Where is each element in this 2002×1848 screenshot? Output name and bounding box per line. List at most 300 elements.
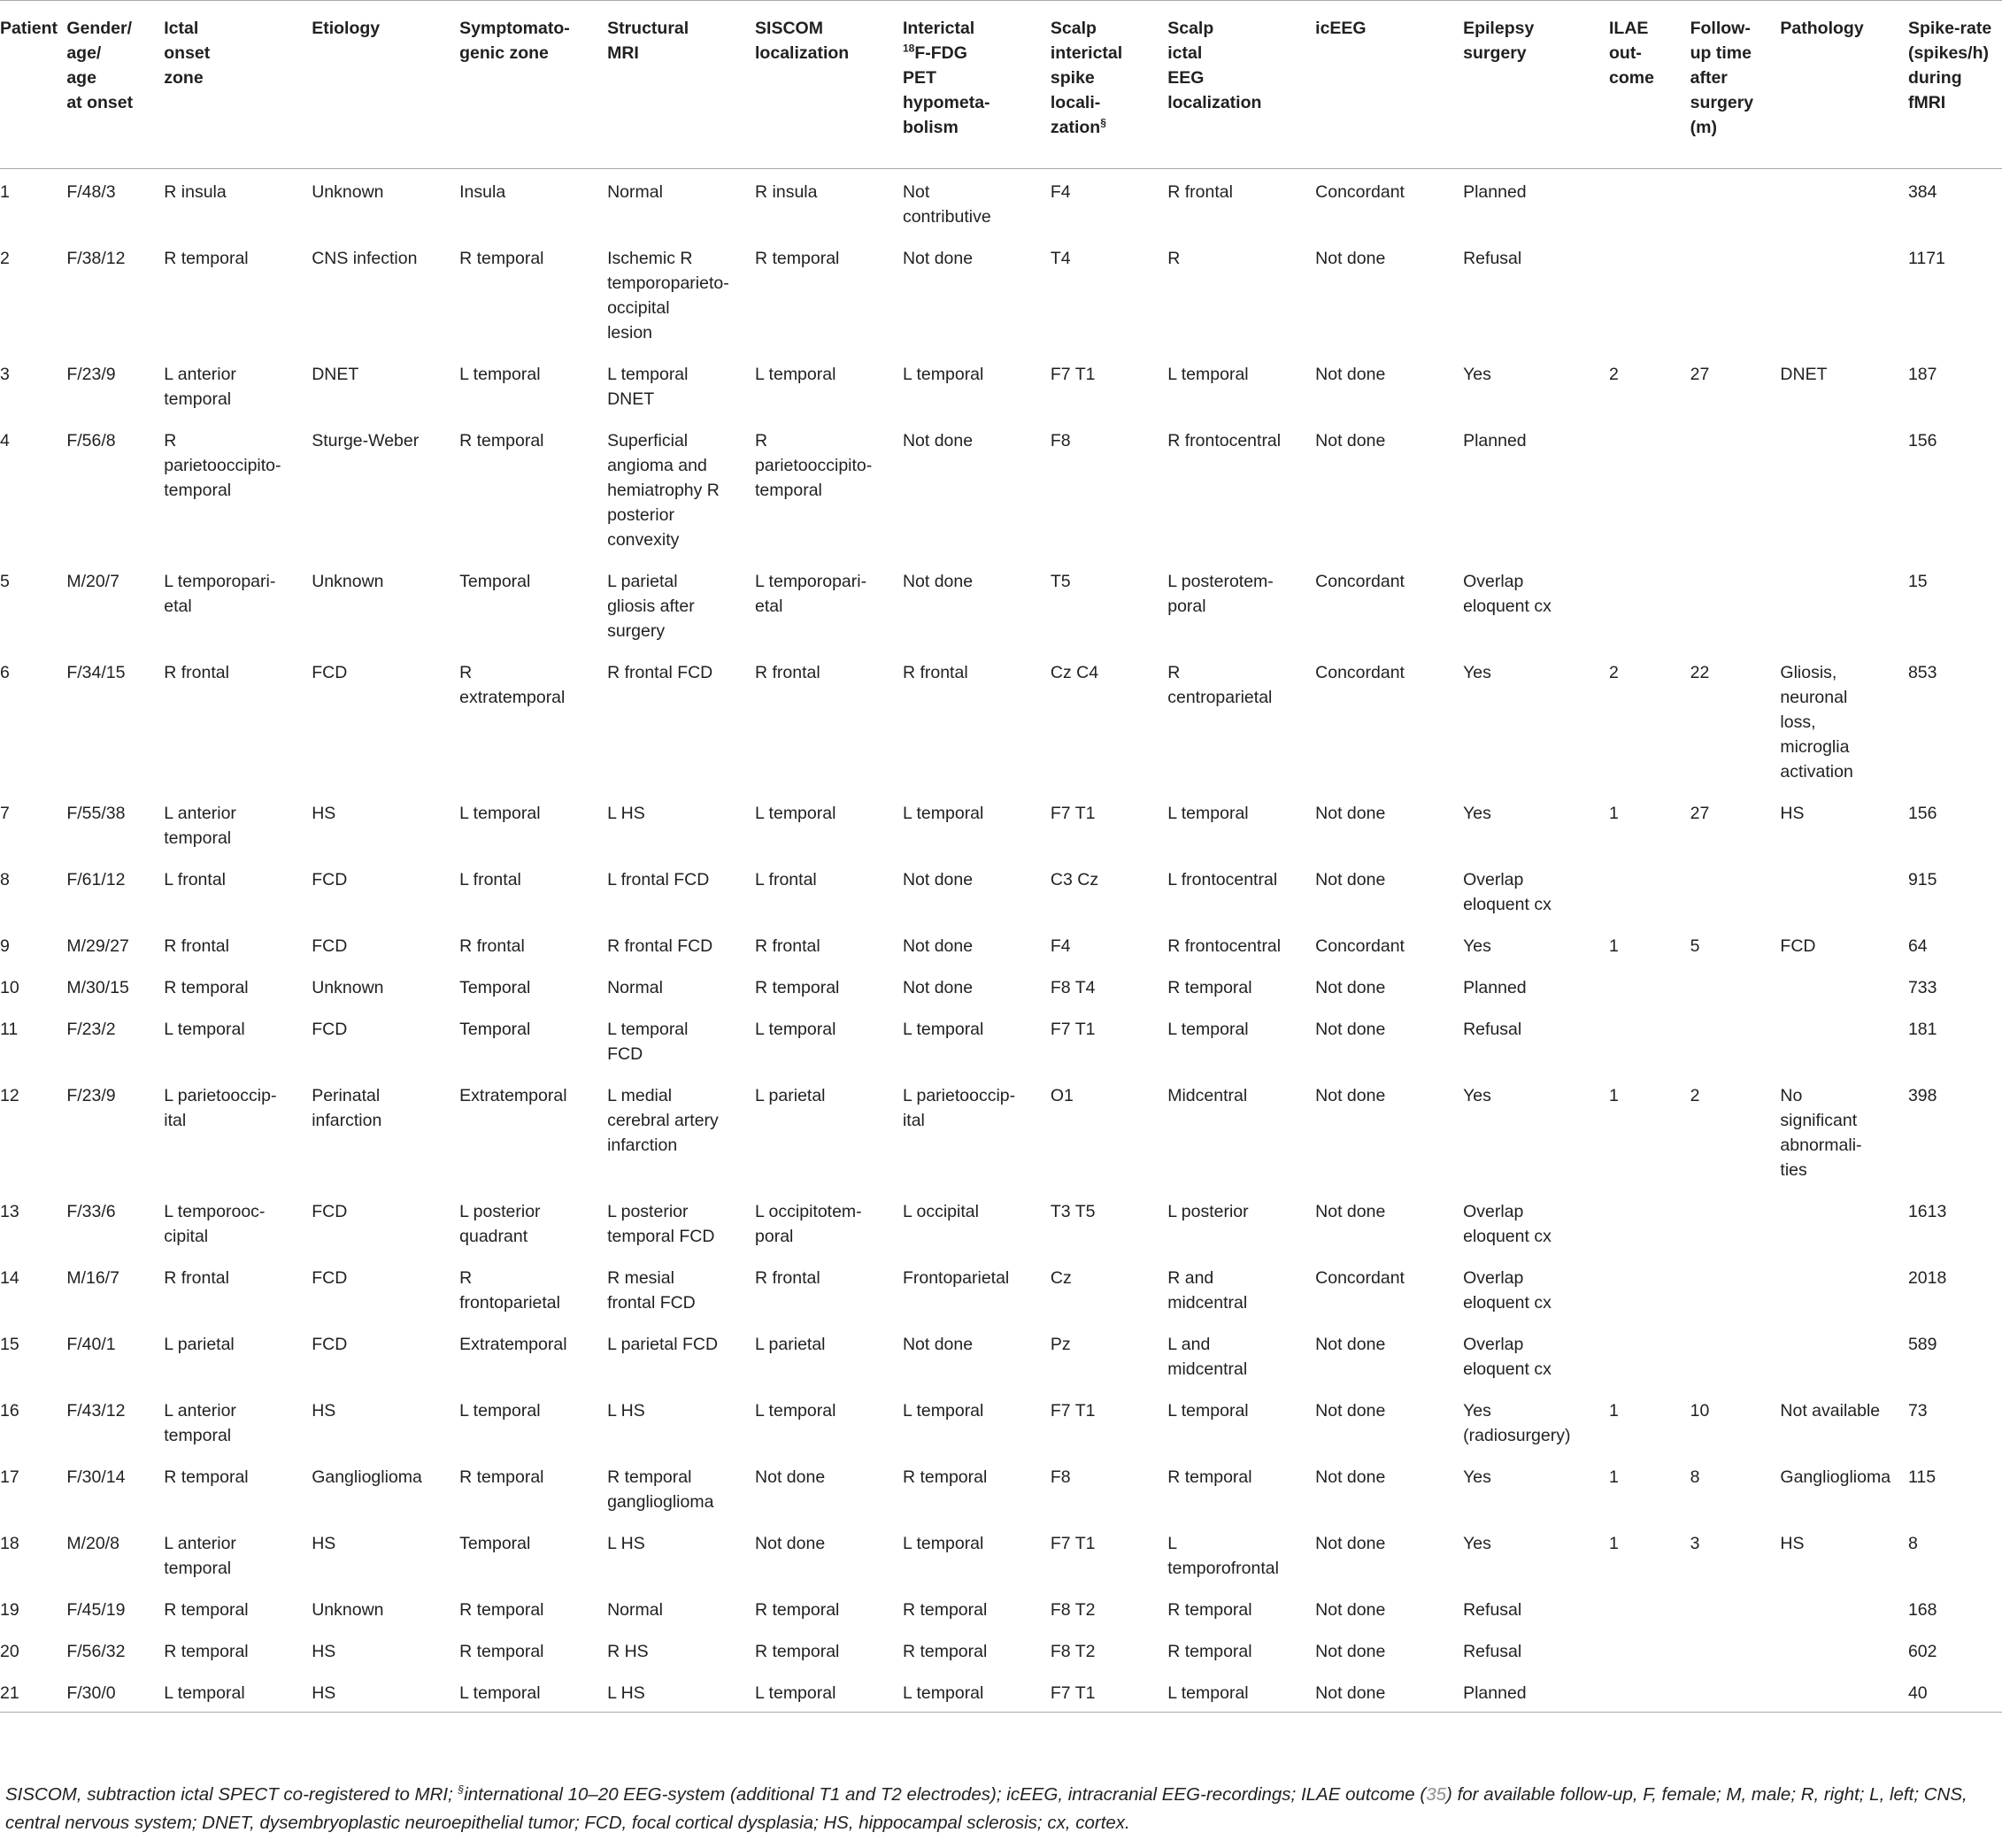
cell-ictal-onset-zone: R temporal [164, 1600, 249, 1620]
cell-pathology: No significant abnormali- ties [1780, 1086, 1862, 1180]
header-label: SISCOM localization [755, 19, 850, 63]
cell-gender-age-onset: F/61/12 [66, 870, 126, 889]
footnote-text-3: ) for available follow-up, F, female; M, male; R, right; L, left; CNS, central nervous system; DNET, dysembryoplastic neuroepithelial tumor; FCD, focal cortical dysplasia; HS, hippocampal sclerosis; cx, cortex. [5, 1784, 1967, 1833]
cell-iceeg: Not done [1315, 1642, 1386, 1661]
table-row [0, 1587, 2002, 1629]
cell-scalp-interictal-spike: F7 T1 [1050, 804, 1096, 823]
cell-pet-hypometabolism: L temporal [902, 1534, 984, 1553]
cell-spike-rate: 64 [1907, 936, 1928, 956]
cell-patient: 5 [0, 572, 10, 591]
cell-follow-up-time [1690, 1189, 1781, 1255]
header-ictal-onset-zone [164, 1, 312, 169]
cell-symptomatogenic-zone: R temporal [459, 249, 544, 268]
header-label: Follow- up time after surgery (m) [1690, 19, 1754, 137]
cell-symptomatogenic-zone: R extratemporal [459, 663, 566, 707]
cell-scalp-ictal-eeg: L posterotem- poral [1167, 572, 1274, 616]
cell-ilae-outcome: 2 [1609, 365, 1619, 384]
cell-gender-age-onset: M/29/27 [66, 936, 129, 956]
cell-etiology: FCD [312, 870, 348, 889]
cell-scalp-interictal-spike: F8 [1050, 431, 1071, 450]
cell-epilepsy-surgery: Refusal [1463, 1600, 1522, 1620]
cell-epilepsy-surgery: Overlap eloquent cx [1463, 1335, 1552, 1379]
cell-spike-rate: 181 [1907, 1020, 1937, 1039]
cell-ictal-onset-zone: L temporopari- etal [164, 572, 276, 616]
cell-etiology: FCD [312, 1202, 348, 1221]
cell-patient: 16 [0, 1401, 19, 1421]
cell-scalp-interictal-spike: F7 T1 [1050, 365, 1096, 384]
footnote-reference-link[interactable]: 35 [1426, 1784, 1447, 1805]
cell-ictal-onset-zone: L anterior temporal [164, 1401, 236, 1445]
header-label: Scalp interictal spike locali- zation [1050, 19, 1123, 137]
cell-gender-age-onset: F/23/9 [66, 365, 116, 384]
cell-ilae-outcome [1609, 1255, 1690, 1321]
cell-gender-age-onset: F/33/6 [66, 1202, 116, 1221]
cell-follow-up-time: 10 [1690, 1401, 1710, 1421]
cell-symptomatogenic-zone: R frontal [459, 936, 525, 956]
cell-epilepsy-surgery: Planned [1463, 182, 1527, 202]
cell-scalp-ictal-eeg: R and midcentral [1167, 1268, 1248, 1313]
cell-pet-hypometabolism: Not done [902, 572, 974, 591]
cell-follow-up-time [1690, 1255, 1781, 1321]
cell-patient: 7 [0, 804, 10, 823]
cell-patient: 4 [0, 431, 10, 450]
cell-follow-up-time: 5 [1690, 936, 1700, 956]
cell-iceeg: Not done [1315, 870, 1386, 889]
cell-follow-up-time [1690, 418, 1781, 558]
table-body [0, 169, 2002, 1713]
cell-ictal-onset-zone: L anterior temporal [164, 365, 236, 409]
cell-spike-rate: 156 [1907, 804, 1937, 823]
cell-epilepsy-surgery: Planned [1463, 431, 1527, 450]
cell-etiology: DNET [312, 365, 359, 384]
cell-spike-rate: 15 [1907, 572, 1928, 591]
header-label: Spike-rate (spikes/h) during fMRI [1907, 19, 1992, 112]
cell-iceeg: Not done [1315, 1020, 1386, 1039]
cell-epilepsy-surgery: Overlap eloquent cx [1463, 1268, 1552, 1313]
cell-structural-mri: L HS [607, 1401, 645, 1421]
cell-pathology [1780, 1321, 1908, 1388]
cell-iceeg: Not done [1315, 431, 1386, 450]
cell-iceeg: Not done [1315, 1401, 1386, 1421]
cell-scalp-interictal-spike: Cz C4 [1050, 663, 1099, 682]
table-row [0, 169, 2002, 236]
header-spike-rate [1908, 1, 2002, 169]
header-iceeg [1315, 1, 1463, 169]
header-scalp-ictal-eeg [1167, 1, 1315, 169]
cell-scalp-ictal-eeg: R temporal [1167, 978, 1252, 997]
cell-epilepsy-surgery: Yes [1463, 663, 1491, 682]
cell-pathology [1780, 1189, 1908, 1255]
cell-pathology [1780, 965, 1908, 1006]
header-label: Structural MRI [607, 19, 689, 63]
header-label: Scalp ictal EEG localization [1167, 19, 1262, 112]
cell-patient: 20 [0, 1642, 19, 1661]
cell-epilepsy-surgery: Yes [1463, 936, 1491, 956]
table-row [0, 1321, 2002, 1388]
cell-pet-hypometabolism: L parietooccip- ital [902, 1086, 1016, 1130]
cell-structural-mri: L HS [607, 1683, 645, 1703]
cell-symptomatogenic-zone: Temporal [459, 978, 531, 997]
cell-spike-rate: 187 [1907, 365, 1937, 384]
cell-ilae-outcome: 1 [1609, 1467, 1619, 1487]
cell-structural-mri: R mesial frontal FCD [607, 1268, 696, 1313]
cell-siscom-localization: L temporopari- etal [755, 572, 867, 616]
cell-pet-hypometabolism: R temporal [902, 1467, 988, 1487]
cell-pet-hypometabolism: R temporal [902, 1600, 988, 1620]
cell-ilae-outcome [1609, 1670, 1690, 1713]
cell-structural-mri: L posterior temporal FCD [607, 1202, 715, 1246]
cell-iceeg: Not done [1315, 1467, 1386, 1487]
cell-follow-up-time [1690, 235, 1781, 351]
cell-siscom-localization: R insula [755, 182, 818, 202]
cell-patient: 3 [0, 365, 10, 384]
cell-ilae-outcome [1609, 1189, 1690, 1255]
cell-scalp-ictal-eeg: L temporal [1167, 1020, 1249, 1039]
cell-structural-mri: R frontal FCD [607, 936, 713, 956]
cell-spike-rate: 40 [1907, 1683, 1928, 1703]
cell-follow-up-time [1690, 1006, 1781, 1073]
cell-iceeg: Not done [1315, 1534, 1386, 1553]
cell-iceeg: Concordant [1315, 572, 1405, 591]
cell-etiology: Unknown [312, 1600, 384, 1620]
cell-pathology [1780, 1255, 1908, 1321]
cell-ilae-outcome [1609, 558, 1690, 650]
header-pet-label: F-FDG PET hypometa- bolism [902, 43, 990, 137]
cell-pathology [1780, 169, 1908, 236]
header-gender-age-onset [66, 1, 164, 169]
cell-follow-up-time: 2 [1690, 1086, 1700, 1105]
cell-follow-up-time [1690, 1670, 1781, 1713]
table-row [0, 1670, 2002, 1713]
cell-ilae-outcome: 1 [1609, 936, 1619, 956]
cell-epilepsy-surgery: Planned [1463, 1683, 1527, 1703]
table-row [0, 1006, 2002, 1073]
header-label: Pathology [1780, 19, 1864, 38]
cell-symptomatogenic-zone: Extratemporal [459, 1086, 567, 1105]
cell-gender-age-onset: F/30/0 [66, 1683, 116, 1703]
header-label: icEEG [1315, 19, 1367, 38]
cell-ictal-onset-zone: R temporal [164, 249, 249, 268]
cell-iceeg: Not done [1315, 1202, 1386, 1221]
cell-scalp-ictal-eeg: R frontal [1167, 182, 1233, 202]
header-label: Symptomato- genic zone [459, 19, 570, 63]
cell-structural-mri: L parietal gliosis after surgery [607, 572, 695, 641]
cell-etiology: Sturge-Weber [312, 431, 420, 450]
cell-epilepsy-surgery: Refusal [1463, 1642, 1522, 1661]
cell-etiology: Unknown [312, 572, 384, 591]
cell-pet-hypometabolism: L occipital [902, 1202, 979, 1221]
header-pathology [1780, 1, 1908, 169]
cell-follow-up-time: 22 [1690, 663, 1710, 682]
cell-symptomatogenic-zone: Temporal [459, 572, 531, 591]
cell-spike-rate: 398 [1907, 1086, 1937, 1105]
cell-spike-rate: 2018 [1907, 1268, 1947, 1288]
cell-structural-mri: L HS [607, 804, 645, 823]
cell-ilae-outcome: 1 [1609, 1401, 1619, 1421]
table-row [0, 1388, 2002, 1454]
header-label: Interictal [902, 19, 975, 38]
cell-ictal-onset-zone: L temporal [164, 1683, 245, 1703]
header-siscom-localization [755, 1, 903, 169]
cell-follow-up-time: 27 [1690, 365, 1710, 384]
header-pet-superscript: 18 [902, 42, 915, 55]
cell-structural-mri: R temporal ganglioglioma [607, 1467, 714, 1512]
cell-spike-rate: 73 [1907, 1401, 1928, 1421]
cell-follow-up-time [1690, 965, 1781, 1006]
table-footnote [5, 1781, 1997, 1837]
cell-ilae-outcome [1609, 1629, 1690, 1670]
cell-gender-age-onset: F/38/12 [66, 249, 126, 268]
header-structural-mri [607, 1, 755, 169]
header-etiology [312, 1, 459, 169]
cell-pathology: Gliosis, neuronal loss, microglia activation [1780, 663, 1853, 782]
cell-scalp-interictal-spike: F8 T2 [1050, 1642, 1096, 1661]
cell-ilae-outcome: 1 [1609, 804, 1619, 823]
cell-ictal-onset-zone: L parietooccip- ital [164, 1086, 277, 1130]
cell-pet-hypometabolism: Not done [902, 870, 974, 889]
cell-spike-rate: 915 [1907, 870, 1937, 889]
cell-scalp-interictal-spike: C3 Cz [1050, 870, 1099, 889]
cell-iceeg: Not done [1315, 1086, 1386, 1105]
cell-ilae-outcome [1609, 1006, 1690, 1073]
cell-siscom-localization: R frontal [755, 663, 820, 682]
cell-spike-rate: 733 [1907, 978, 1937, 997]
header-label: Gender/ age/ age at onset [66, 19, 134, 112]
cell-siscom-localization: L occipitotem- poral [755, 1202, 862, 1246]
cell-pet-hypometabolism: L temporal [902, 1683, 984, 1703]
header-label: Etiology [312, 19, 381, 38]
cell-gender-age-onset: F/23/2 [66, 1020, 116, 1039]
cell-gender-age-onset: F/30/14 [66, 1467, 126, 1487]
table-row [0, 1073, 2002, 1189]
cell-symptomatogenic-zone: Insula [459, 182, 506, 202]
cell-follow-up-time: 3 [1690, 1534, 1700, 1553]
cell-siscom-localization: L parietal [755, 1335, 826, 1354]
header-label: Ictal onset zone [164, 19, 211, 88]
cell-siscom-localization: R frontal [755, 936, 820, 956]
table-row [0, 235, 2002, 351]
cell-spike-rate: 8 [1907, 1534, 1918, 1553]
cell-ictal-onset-zone: R frontal [164, 936, 229, 956]
cell-scalp-ictal-eeg: L temporal [1167, 1683, 1249, 1703]
cell-scalp-interictal-spike: F7 T1 [1050, 1020, 1096, 1039]
cell-patient: 19 [0, 1600, 19, 1620]
cell-ilae-outcome: 1 [1609, 1086, 1619, 1105]
cell-symptomatogenic-zone: L frontal [459, 870, 521, 889]
header-scalp-interictal-spike [1051, 1, 1167, 169]
cell-pathology: Not available [1780, 1401, 1881, 1421]
cell-siscom-localization: L temporal [755, 365, 836, 384]
cell-pet-hypometabolism: Not done [902, 978, 974, 997]
cell-etiology: HS [312, 804, 336, 823]
cell-siscom-localization: R frontal [755, 1268, 820, 1288]
cell-gender-age-onset: F/56/32 [66, 1642, 126, 1661]
cell-siscom-localization: L temporal [755, 1401, 836, 1421]
cell-patient: 10 [0, 978, 19, 997]
cell-iceeg: Not done [1315, 1683, 1386, 1703]
cell-pet-hypometabolism: Not done [902, 936, 974, 956]
cell-ictal-onset-zone: R temporal [164, 1642, 249, 1661]
cell-patient: 12 [0, 1086, 19, 1105]
cell-scalp-interictal-spike: T5 [1050, 572, 1071, 591]
cell-pathology: HS [1780, 804, 1805, 823]
cell-scalp-ictal-eeg: R temporal [1167, 1600, 1252, 1620]
cell-siscom-localization: Not done [755, 1467, 826, 1487]
cell-follow-up-time [1690, 169, 1781, 236]
cell-structural-mri: L parietal FCD [607, 1335, 719, 1354]
cell-gender-age-onset: F/48/3 [66, 182, 116, 202]
cell-etiology: Ganglioglioma [312, 1467, 422, 1487]
cell-scalp-ictal-eeg: R temporal [1167, 1467, 1252, 1487]
cell-pet-hypometabolism: Frontoparietal [902, 1268, 1010, 1288]
cell-structural-mri: R HS [607, 1642, 649, 1661]
cell-iceeg: Not done [1315, 1600, 1386, 1620]
cell-ictal-onset-zone: L parietal [164, 1335, 235, 1354]
cell-pet-hypometabolism: L temporal [902, 1401, 984, 1421]
header-ilae-outcome [1609, 1, 1690, 169]
header-follow-up-time [1690, 1, 1781, 169]
cell-symptomatogenic-zone: L posterior quadrant [459, 1202, 541, 1246]
table-row [0, 1255, 2002, 1321]
cell-iceeg: Not done [1315, 978, 1386, 997]
cell-ilae-outcome: 1 [1609, 1534, 1619, 1553]
cell-etiology: HS [312, 1642, 336, 1661]
cell-gender-age-onset: F/40/1 [66, 1335, 116, 1354]
cell-iceeg: Not done [1315, 365, 1386, 384]
cell-gender-age-onset: F/45/19 [66, 1600, 126, 1620]
cell-structural-mri: Normal [607, 978, 663, 997]
cell-patient: 17 [0, 1467, 19, 1487]
cell-follow-up-time [1690, 1629, 1781, 1670]
cell-scalp-interictal-spike: F8 [1050, 1467, 1071, 1487]
cell-siscom-localization: L frontal [755, 870, 817, 889]
cell-ilae-outcome [1609, 965, 1690, 1006]
header-patient [0, 1, 66, 169]
cell-epilepsy-surgery: Planned [1463, 978, 1527, 997]
cell-follow-up-time: 8 [1690, 1467, 1700, 1487]
cell-ictal-onset-zone: L anterior temporal [164, 1534, 236, 1578]
cell-pathology: FCD [1780, 936, 1816, 956]
cell-follow-up-time [1690, 558, 1781, 650]
header-symptomatogenic-zone [459, 1, 607, 169]
cell-epilepsy-surgery: Yes [1463, 1467, 1491, 1487]
cell-patient: 11 [0, 1020, 19, 1039]
cell-pathology: HS [1780, 1534, 1805, 1553]
cell-structural-mri: L frontal FCD [607, 870, 710, 889]
cell-pathology: Ganglioglioma [1780, 1467, 1891, 1487]
cell-scalp-interictal-spike: F4 [1050, 182, 1071, 202]
cell-epilepsy-surgery: Refusal [1463, 1020, 1522, 1039]
cell-spike-rate: 853 [1907, 663, 1937, 682]
cell-epilepsy-surgery: Overlap eloquent cx [1463, 870, 1552, 914]
cell-etiology: FCD [312, 663, 348, 682]
cell-patient: 15 [0, 1335, 19, 1354]
cell-pathology [1780, 1670, 1908, 1713]
cell-gender-age-onset: F/34/15 [66, 663, 126, 682]
cell-epilepsy-surgery: Yes (radiosurgery) [1463, 1401, 1571, 1445]
cell-scalp-interictal-spike: F8 T4 [1050, 978, 1096, 997]
cell-pet-hypometabolism: Not done [902, 249, 974, 268]
cell-siscom-localization: L parietal [755, 1086, 826, 1105]
cell-pet-hypometabolism: L temporal [902, 804, 984, 823]
cell-etiology: Unknown [312, 182, 384, 202]
cell-etiology: CNS infection [312, 249, 418, 268]
cell-iceeg: Not done [1315, 804, 1386, 823]
cell-scalp-interictal-spike: F7 T1 [1050, 1534, 1096, 1553]
header-pet-hypometabolism [903, 1, 1051, 169]
cell-pet-hypometabolism: Not done [902, 1335, 974, 1354]
cell-etiology: HS [312, 1534, 336, 1553]
cell-pathology [1780, 1629, 1908, 1670]
cell-iceeg: Concordant [1315, 1268, 1405, 1288]
cell-ictal-onset-zone: L temporooc- cipital [164, 1202, 266, 1246]
cell-gender-age-onset: F/23/9 [66, 1086, 116, 1105]
cell-scalp-ictal-eeg: R temporal [1167, 1642, 1252, 1661]
cell-epilepsy-surgery: Overlap eloquent cx [1463, 1202, 1552, 1246]
table-row [0, 1189, 2002, 1255]
cell-siscom-localization: Not done [755, 1534, 826, 1553]
cell-scalp-ictal-eeg: L temporofrontal [1167, 1534, 1279, 1578]
cell-patient: 13 [0, 1202, 19, 1221]
cell-etiology: FCD [312, 1268, 348, 1288]
table-row [0, 1454, 2002, 1521]
cell-epilepsy-surgery: Yes [1463, 1086, 1491, 1105]
cell-ictal-onset-zone: L anterior temporal [164, 804, 236, 848]
cell-scalp-ictal-eeg: L frontocentral [1167, 870, 1278, 889]
cell-scalp-ictal-eeg: L temporal [1167, 365, 1249, 384]
cell-symptomatogenic-zone: Temporal [459, 1020, 531, 1039]
cell-spike-rate: 156 [1907, 431, 1937, 450]
cell-etiology: FCD [312, 936, 348, 956]
cell-pathology [1780, 1587, 1908, 1629]
cell-structural-mri: L medial cerebral artery infarction [607, 1086, 719, 1155]
cell-etiology: HS [312, 1683, 336, 1703]
cell-symptomatogenic-zone: R temporal [459, 1600, 544, 1620]
cell-pathology: DNET [1780, 365, 1828, 384]
cell-structural-mri: Superficial angioma and hemiatrophy R posterior convexity [607, 431, 720, 550]
cell-etiology: FCD [312, 1335, 348, 1354]
cell-pathology [1780, 1006, 1908, 1073]
cell-epilepsy-surgery: Yes [1463, 804, 1491, 823]
cell-scalp-ictal-eeg: L posterior [1167, 1202, 1249, 1221]
cell-ilae-outcome [1609, 418, 1690, 558]
cell-pet-hypometabolism: L temporal [902, 365, 984, 384]
cell-spike-rate: 384 [1907, 182, 1937, 202]
cell-structural-mri: R frontal FCD [607, 663, 713, 682]
cell-scalp-interictal-spike: F7 T1 [1050, 1401, 1096, 1421]
cell-siscom-localization: L temporal [755, 1020, 836, 1039]
cell-ilae-outcome [1609, 235, 1690, 351]
cell-ictal-onset-zone: R frontal [164, 663, 229, 682]
cell-scalp-interictal-spike: O1 [1050, 1086, 1074, 1105]
table-row [0, 1629, 2002, 1670]
table-row [0, 1521, 2002, 1587]
table-header-row [0, 1, 2002, 169]
cell-pet-hypometabolism: R frontal [902, 663, 968, 682]
cell-pathology [1780, 558, 1908, 650]
cell-patient: 2 [0, 249, 10, 268]
cell-ictal-onset-zone: R frontal [164, 1268, 229, 1288]
cell-epilepsy-surgery: Overlap eloquent cx [1463, 572, 1552, 616]
cell-gender-age-onset: M/30/15 [66, 978, 129, 997]
cell-patient: 8 [0, 870, 10, 889]
cell-siscom-localization: L temporal [755, 1683, 836, 1703]
cell-symptomatogenic-zone: R temporal [459, 1467, 544, 1487]
cell-symptomatogenic-zone: L temporal [459, 1401, 541, 1421]
cell-scalp-interictal-spike: F8 T2 [1050, 1600, 1096, 1620]
cell-scalp-ictal-eeg: Midcentral [1167, 1086, 1248, 1105]
cell-structural-mri: L temporal FCD [607, 1020, 689, 1064]
